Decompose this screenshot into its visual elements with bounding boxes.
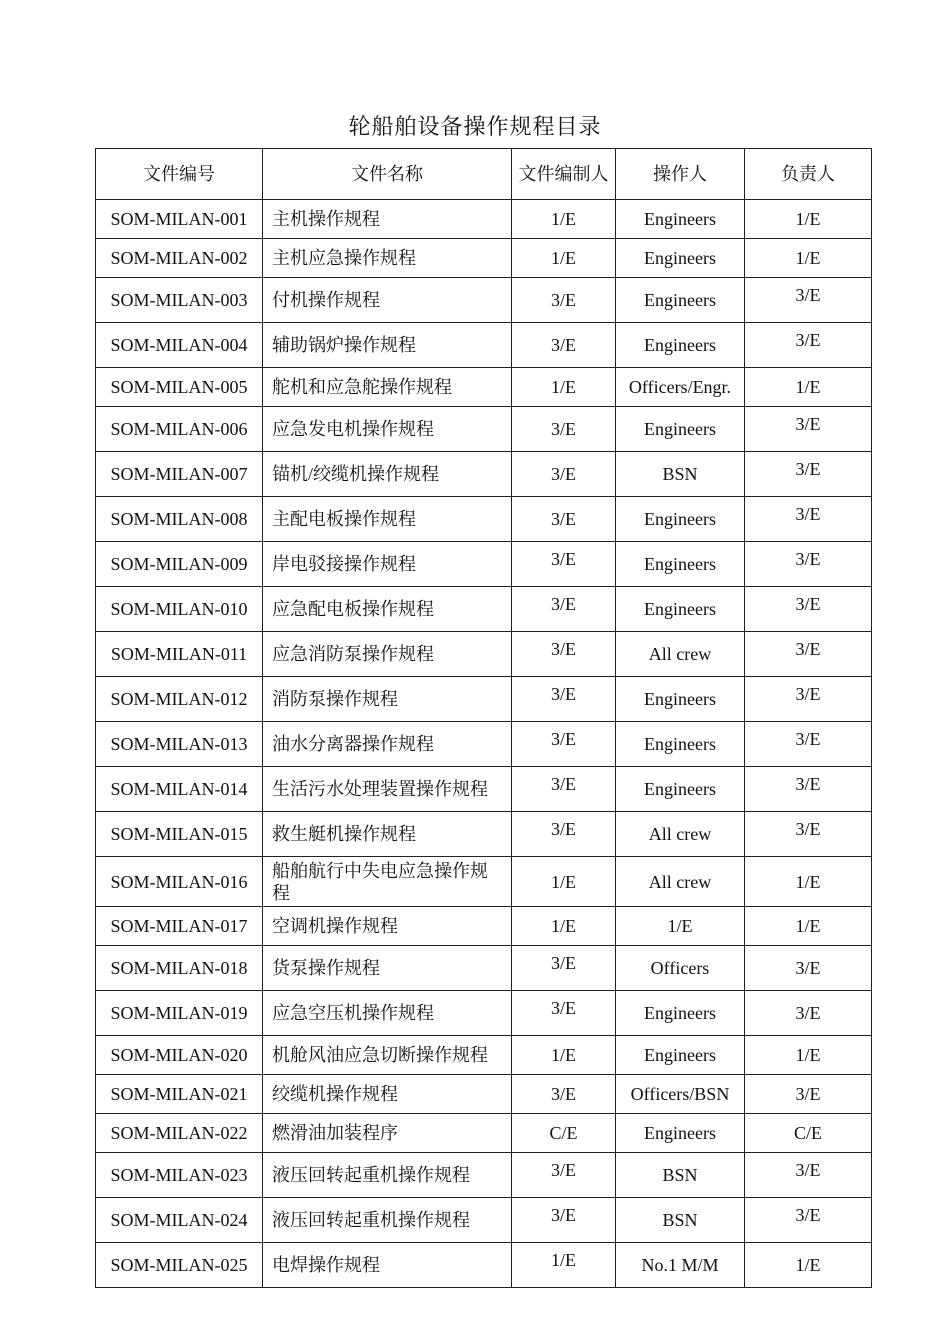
table-row: [96, 542, 872, 587]
table-row: [96, 722, 872, 767]
compiler-cell: 3/E: [512, 767, 616, 812]
operator-cell: BSN: [616, 1153, 745, 1198]
operator-cell: Officers: [616, 946, 745, 991]
file-name-cell: 岸电驳接操作规程: [263, 542, 512, 587]
compiler-cell: 3/E: [512, 946, 616, 991]
file-name-cell: 绞缆机操作规程: [263, 1075, 512, 1114]
file-no-cell: SOM-MILAN-023: [96, 1153, 263, 1198]
compiler-cell: 3/E: [512, 1198, 616, 1243]
file-name-cell: 空调机操作规程: [263, 907, 512, 946]
operator-cell: No.1 M/M: [616, 1243, 745, 1288]
header-responsible: 负责人: [745, 149, 872, 200]
operator-cell: Engineers: [616, 991, 745, 1036]
compiler-cell: 1/E: [512, 368, 616, 407]
file-no-cell: SOM-MILAN-006: [96, 407, 263, 452]
operator-cell: Engineers: [616, 200, 745, 239]
file-no-cell: SOM-MILAN-003: [96, 278, 263, 323]
file-name-cell: 生活污水处理装置操作规程: [263, 767, 512, 812]
table-body: [96, 200, 872, 1288]
file-name-cell: 主机应急操作规程: [263, 239, 512, 278]
operator-cell: Engineers: [616, 239, 745, 278]
file-name-cell: 应急配电板操作规程: [263, 587, 512, 632]
table-row: [96, 812, 872, 857]
file-name-cell: 燃滑油加装程序: [263, 1114, 512, 1153]
operator-cell: Engineers: [616, 1036, 745, 1075]
compiler-cell: 1/E: [512, 857, 616, 907]
operator-cell: Officers/Engr.: [616, 368, 745, 407]
file-no-cell: SOM-MILAN-013: [96, 722, 263, 767]
header-compiler: 文件编制人: [512, 149, 616, 200]
file-name-cell: 应急空压机操作规程: [263, 991, 512, 1036]
compiler-cell: 3/E: [512, 1075, 616, 1114]
operator-cell: Officers/BSN: [616, 1075, 745, 1114]
compiler-cell: 3/E: [512, 452, 616, 497]
table-row: [96, 677, 872, 722]
responsible-cell: 3/E: [745, 542, 872, 587]
operator-cell: Engineers: [616, 407, 745, 452]
operator-cell: BSN: [616, 1198, 745, 1243]
responsible-cell: 1/E: [745, 857, 872, 907]
file-no-cell: SOM-MILAN-017: [96, 907, 263, 946]
table-row: [96, 452, 872, 497]
responsible-cell: 3/E: [745, 812, 872, 857]
operator-cell: Engineers: [616, 722, 745, 767]
file-no-cell: SOM-MILAN-005: [96, 368, 263, 407]
table-row: [96, 407, 872, 452]
compiler-cell: 1/E: [512, 239, 616, 278]
file-name-cell: 液压回转起重机操作规程: [263, 1198, 512, 1243]
responsible-cell: 3/E: [745, 767, 872, 812]
file-name-cell: 船舶航行中失电应急操作规程: [263, 857, 512, 907]
operator-cell: Engineers: [616, 542, 745, 587]
file-name-cell: 救生艇机操作规程: [263, 812, 512, 857]
file-no-cell: SOM-MILAN-014: [96, 767, 263, 812]
file-no-cell: SOM-MILAN-001: [96, 200, 263, 239]
responsible-cell: 3/E: [745, 278, 872, 323]
compiler-cell: 1/E: [512, 1243, 616, 1288]
operator-cell: Engineers: [616, 497, 745, 542]
responsible-cell: 3/E: [745, 497, 872, 542]
responsible-cell: 1/E: [745, 907, 872, 946]
file-no-cell: SOM-MILAN-022: [96, 1114, 263, 1153]
file-no-cell: SOM-MILAN-008: [96, 497, 263, 542]
table-row: [96, 907, 872, 946]
table-row: [96, 323, 872, 368]
table-row: [96, 857, 872, 907]
file-no-cell: SOM-MILAN-016: [96, 857, 263, 907]
compiler-cell: 1/E: [512, 200, 616, 239]
table-row: [96, 1198, 872, 1243]
table-row: [96, 587, 872, 632]
file-no-cell: SOM-MILAN-019: [96, 991, 263, 1036]
file-name-cell: 辅助锅炉操作规程: [263, 323, 512, 368]
header-operator: 操作人: [616, 149, 745, 200]
file-no-cell: SOM-MILAN-007: [96, 452, 263, 497]
file-no-cell: SOM-MILAN-015: [96, 812, 263, 857]
file-no-cell: SOM-MILAN-012: [96, 677, 263, 722]
file-no-cell: SOM-MILAN-020: [96, 1036, 263, 1075]
responsible-cell: 3/E: [745, 407, 872, 452]
responsible-cell: 3/E: [745, 946, 872, 991]
compiler-cell: 3/E: [512, 991, 616, 1036]
responsible-cell: C/E: [745, 1114, 872, 1153]
responsible-cell: 3/E: [745, 1153, 872, 1198]
header-file-no: 文件编号: [96, 149, 263, 200]
operator-cell: Engineers: [616, 587, 745, 632]
compiler-cell: 1/E: [512, 1036, 616, 1075]
table-row: [96, 1075, 872, 1114]
document-title: 轮船舶设备操作规程目录: [348, 114, 602, 139]
compiler-cell: 3/E: [512, 497, 616, 542]
responsible-cell: 1/E: [745, 368, 872, 407]
table-row: [96, 767, 872, 812]
responsible-cell: 3/E: [745, 991, 872, 1036]
table-row: [96, 200, 872, 239]
operator-cell: Engineers: [616, 1114, 745, 1153]
responsible-cell: 3/E: [745, 1075, 872, 1114]
operator-cell: All crew: [616, 857, 745, 907]
file-no-cell: SOM-MILAN-018: [96, 946, 263, 991]
responsible-cell: 1/E: [745, 200, 872, 239]
file-no-cell: SOM-MILAN-010: [96, 587, 263, 632]
table-row: [96, 278, 872, 323]
compiler-cell: 3/E: [512, 722, 616, 767]
responsible-cell: 1/E: [745, 1243, 872, 1288]
table-row: [96, 946, 872, 991]
file-no-cell: SOM-MILAN-004: [96, 323, 263, 368]
responsible-cell: 3/E: [745, 1198, 872, 1243]
operator-cell: BSN: [616, 452, 745, 497]
table-row: [96, 239, 872, 278]
table-row: [96, 368, 872, 407]
responsible-cell: 3/E: [745, 452, 872, 497]
file-no-cell: SOM-MILAN-009: [96, 542, 263, 587]
file-no-cell: SOM-MILAN-025: [96, 1243, 263, 1288]
responsible-cell: 3/E: [745, 722, 872, 767]
compiler-cell: 3/E: [512, 587, 616, 632]
compiler-cell: 3/E: [512, 812, 616, 857]
file-name-cell: 油水分离器操作规程: [263, 722, 512, 767]
table-row: [96, 1243, 872, 1288]
file-name-cell: 主机操作规程: [263, 200, 512, 239]
compiler-cell: 1/E: [512, 907, 616, 946]
file-name-cell: 机舱风油应急切断操作规程: [263, 1036, 512, 1075]
file-no-cell: SOM-MILAN-024: [96, 1198, 263, 1243]
file-name-cell: 货泵操作规程: [263, 946, 512, 991]
table-row: [96, 632, 872, 677]
compiler-cell: 3/E: [512, 632, 616, 677]
file-name-cell: 应急发电机操作规程: [263, 407, 512, 452]
operator-cell: All crew: [616, 812, 745, 857]
responsible-cell: 3/E: [745, 323, 872, 368]
operator-cell: All crew: [616, 632, 745, 677]
file-name-cell: 应急消防泵操作规程: [263, 632, 512, 677]
responsible-cell: 3/E: [745, 632, 872, 677]
file-no-cell: SOM-MILAN-021: [96, 1075, 263, 1114]
file-name-cell: 消防泵操作规程: [263, 677, 512, 722]
file-name-cell: 舵机和应急舵操作规程: [263, 368, 512, 407]
operator-cell: Engineers: [616, 677, 745, 722]
operator-cell: Engineers: [616, 767, 745, 812]
compiler-cell: C/E: [512, 1114, 616, 1153]
file-no-cell: SOM-MILAN-002: [96, 239, 263, 278]
table-row: [96, 1036, 872, 1075]
table-row: [96, 1114, 872, 1153]
table-header-row: [96, 149, 872, 200]
header-file-name: 文件名称: [263, 149, 512, 200]
operator-cell: 1/E: [616, 907, 745, 946]
compiler-cell: 3/E: [512, 677, 616, 722]
file-no-cell: SOM-MILAN-011: [96, 632, 263, 677]
table-row: [96, 991, 872, 1036]
compiler-cell: 3/E: [512, 278, 616, 323]
table-row: [96, 1153, 872, 1198]
responsible-cell: 1/E: [745, 1036, 872, 1075]
compiler-cell: 3/E: [512, 1153, 616, 1198]
table-row: [96, 497, 872, 542]
file-name-cell: 付机操作规程: [263, 278, 512, 323]
file-name-cell: 液压回转起重机操作规程: [263, 1153, 512, 1198]
file-name-cell: 锚机/绞缆机操作规程: [263, 452, 512, 497]
file-name-cell: 主配电板操作规程: [263, 497, 512, 542]
compiler-cell: 3/E: [512, 323, 616, 368]
compiler-cell: 3/E: [512, 542, 616, 587]
procedure-index-table: [95, 148, 872, 1288]
responsible-cell: 1/E: [745, 239, 872, 278]
responsible-cell: 3/E: [745, 587, 872, 632]
file-name-cell: 电焊操作规程: [263, 1243, 512, 1288]
operator-cell: Engineers: [616, 323, 745, 368]
operator-cell: Engineers: [616, 278, 745, 323]
compiler-cell: 3/E: [512, 407, 616, 452]
responsible-cell: 3/E: [745, 677, 872, 722]
